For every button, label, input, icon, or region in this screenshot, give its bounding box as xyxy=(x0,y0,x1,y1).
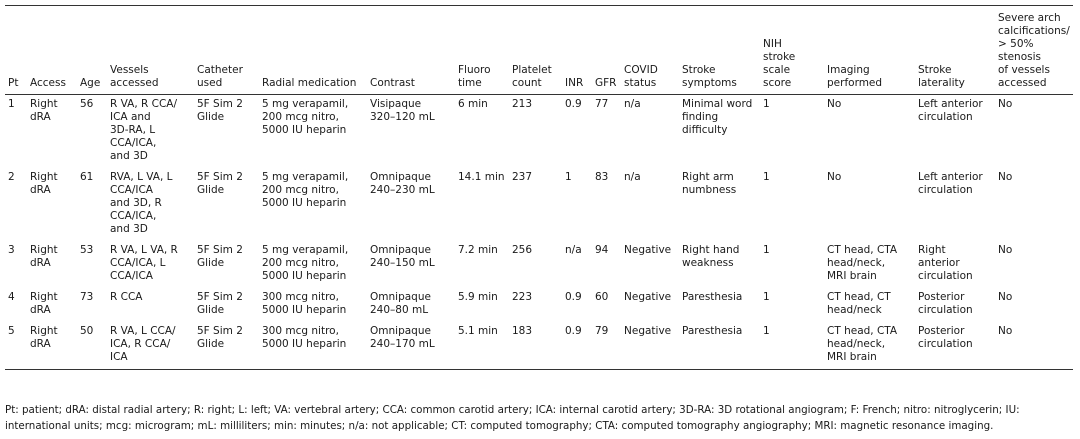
cell-arch-calcifications: No xyxy=(995,322,1073,370)
header-stroke-symptoms: Stroke symptoms xyxy=(679,8,760,95)
cell-laterality: Left anterior circulation xyxy=(918,98,983,123)
cell-radial-medication: 300 mcg nitro, 5000 IU heparin xyxy=(262,291,347,316)
cell-radial-medication: 300 mcg nitro, 5000 IU heparin xyxy=(259,322,367,370)
cell-stroke-symptoms: Paresthesia xyxy=(679,322,760,370)
table-row xyxy=(5,288,1073,322)
cell-arch-calcifications: No xyxy=(998,98,1013,110)
cell-covid-status: n/a xyxy=(624,171,641,183)
cell-pt: 2 xyxy=(8,171,15,183)
cell-pt: 4 xyxy=(8,291,15,303)
cell-laterality: Right anterior circulation xyxy=(918,244,973,282)
cell-contrast: Omnipaque 240–150 mL xyxy=(370,244,435,269)
cell-catheter: 5F Sim 2 Glide xyxy=(194,322,259,370)
header-access: Access xyxy=(27,8,77,95)
cell-pt: 1 xyxy=(8,98,15,110)
header-pt: Pt xyxy=(5,8,27,95)
header-fluoro-time: Fluoro time xyxy=(455,8,509,95)
cell-vessels: R VA, R CCA/ ICA and 3D-RA, L CCA/ICA, and 3D xyxy=(110,98,178,162)
cell-laterality: Left anterior circulation xyxy=(918,171,983,196)
cell-radial-medication: 5 mg verapamil, 200 mcg nitro, 5000 IU heparin xyxy=(262,244,349,282)
cell-laterality: Posterior circulation xyxy=(918,291,973,316)
header-platelet-count: Platelet count xyxy=(509,8,562,95)
cell-contrast: Visipaque 320–120 mL xyxy=(370,98,435,123)
cell-radial-medication: 5 mg verapamil, 200 mcg nitro, 5000 IU heparin xyxy=(262,98,349,136)
cell-catheter: 5F Sim 2 Glide xyxy=(197,244,243,269)
cell-access: Right dRA xyxy=(30,291,58,316)
cell-pt: 5 xyxy=(5,322,27,370)
cell-age: 50 xyxy=(77,322,107,370)
cell-nih-score: 1 xyxy=(760,322,824,370)
cell-catheter: 5F Sim 2 Glide xyxy=(197,98,243,123)
cell-stroke-symptoms: Right arm numbness xyxy=(682,171,737,196)
cell-stroke-symptoms: Right hand weakness xyxy=(682,244,740,269)
cell-nih-score: 1 xyxy=(763,171,770,183)
cell-laterality: Posterior circulation xyxy=(915,322,995,370)
header-covid-status: COVID status xyxy=(621,8,679,95)
cell-radial-medication: 5 mg verapamil, 200 mcg nitro, 5000 IU heparin xyxy=(262,171,349,209)
cell-imaging: No xyxy=(827,171,842,183)
cell-age: 61 xyxy=(80,171,94,183)
cell-fluoro-time: 5.1 min xyxy=(455,322,509,370)
cell-vessels: R VA, L CCA/ ICA, R CCA/ ICA xyxy=(107,322,194,370)
table-row xyxy=(5,168,1073,241)
header-gfr: GFR xyxy=(592,8,621,95)
table-row xyxy=(5,322,1073,370)
cell-imaging: CT head, CT head/neck xyxy=(827,291,891,316)
cell-imaging: No xyxy=(827,98,842,110)
cell-age: 56 xyxy=(80,98,94,110)
cell-gfr: 83 xyxy=(595,171,609,183)
header-inr: INR xyxy=(562,8,592,95)
header-radial-medication: Radial medication xyxy=(259,8,367,95)
cell-contrast: Omnipaque 240–170 mL xyxy=(367,322,455,370)
header-arch-calcifications: Severe arch calcifications/ > 50% stenosis of vessels accessed xyxy=(995,8,1073,95)
cell-platelet-count: 183 xyxy=(509,322,562,370)
cell-inr: 0.9 xyxy=(562,322,592,370)
cell-vessels: R VA, L VA, R CCA/ICA, L CCA/ICA xyxy=(110,244,178,282)
cell-platelet-count: 223 xyxy=(512,291,533,303)
table-top-rule xyxy=(5,5,1073,6)
cell-access: Right dRA xyxy=(30,244,58,269)
cell-access: Right dRA xyxy=(27,322,77,370)
cell-stroke-symptoms: Minimal word finding difficulty xyxy=(682,98,753,136)
cell-nih-score: 1 xyxy=(763,291,770,303)
cell-gfr: 60 xyxy=(595,291,609,303)
cell-age: 73 xyxy=(80,291,94,303)
table-header-row xyxy=(5,8,1073,95)
cell-platelet-count: 213 xyxy=(512,98,533,110)
cell-fluoro-time: 6 min xyxy=(458,98,488,110)
cell-arch-calcifications: No xyxy=(998,171,1013,183)
cell-vessels: RVA, L VA, L CCA/ICA and 3D, R CCA/ICA, and 3D xyxy=(110,171,173,235)
cell-nih-score: 1 xyxy=(763,98,770,110)
cell-contrast: Omnipaque 240–80 mL xyxy=(370,291,431,316)
cell-access: Right dRA xyxy=(30,171,58,196)
cell-inr: 0.9 xyxy=(565,98,582,110)
header-nih-score: NIH stroke scale score xyxy=(760,8,824,95)
cell-catheter: 5F Sim 2 Glide xyxy=(197,291,243,316)
cell-covid-status: Negative xyxy=(624,291,672,303)
cell-age: 53 xyxy=(80,244,94,256)
cell-inr: 1 xyxy=(565,171,572,183)
table-row xyxy=(5,95,1073,169)
cell-imaging: CT head, CTA head/neck, MRI brain xyxy=(824,322,915,370)
cell-nih-score: 1 xyxy=(763,244,770,256)
header-vessels: Vessels accessed xyxy=(107,8,194,95)
cell-arch-calcifications: No xyxy=(998,291,1013,303)
cell-contrast: Omnipaque 240–230 mL xyxy=(370,171,435,196)
cell-stroke-symptoms: Paresthesia xyxy=(682,291,743,303)
header-catheter: Catheter used xyxy=(194,8,259,95)
cell-gfr: 77 xyxy=(595,98,609,110)
cell-vessels: R CCA xyxy=(110,291,143,303)
cell-gfr: 79 xyxy=(592,322,621,370)
cell-fluoro-time: 5.9 min xyxy=(458,291,498,303)
cell-fluoro-time: 7.2 min xyxy=(458,244,498,256)
cell-inr: 0.9 xyxy=(565,291,582,303)
patient-table xyxy=(5,8,1073,370)
cell-gfr: 94 xyxy=(595,244,609,256)
cell-platelet-count: 237 xyxy=(512,171,533,183)
cell-arch-calcifications: No xyxy=(998,244,1013,256)
cell-access: Right dRA xyxy=(30,98,58,123)
cell-platelet-count: 256 xyxy=(512,244,533,256)
header-imaging: Imaging performed xyxy=(824,8,915,95)
cell-inr: n/a xyxy=(565,244,582,256)
header-age: Age xyxy=(77,8,107,95)
header-contrast: Contrast xyxy=(367,8,455,95)
cell-covid-status: n/a xyxy=(624,98,641,110)
table-footnote: Pt: patient; dRA: distal radial artery; R: right; L: left; VA: vertebral artery; CCA: common carotid artery; ICA: internal carotid artery; 3D-RA: 3D rotational angiogram; F: French; nitro: nitroglycerin; IU: international units; mcg: microgram; mL: milliliters; min: minutes; n/a: not applicable; CT: computed tomography; CTA: computed tomography angiography; MRI: magnetic resonance imaging. xyxy=(5,404,1020,432)
cell-pt: 3 xyxy=(8,244,15,256)
cell-catheter: 5F Sim 2 Glide xyxy=(197,171,243,196)
header-laterality: Stroke laterality xyxy=(915,8,995,95)
cell-covid-status: Negative xyxy=(621,322,679,370)
cell-imaging: CT head, CTA head/neck, MRI brain xyxy=(827,244,898,282)
cell-covid-status: Negative xyxy=(624,244,672,256)
table-row xyxy=(5,241,1073,288)
cell-fluoro-time: 14.1 min xyxy=(458,171,505,183)
